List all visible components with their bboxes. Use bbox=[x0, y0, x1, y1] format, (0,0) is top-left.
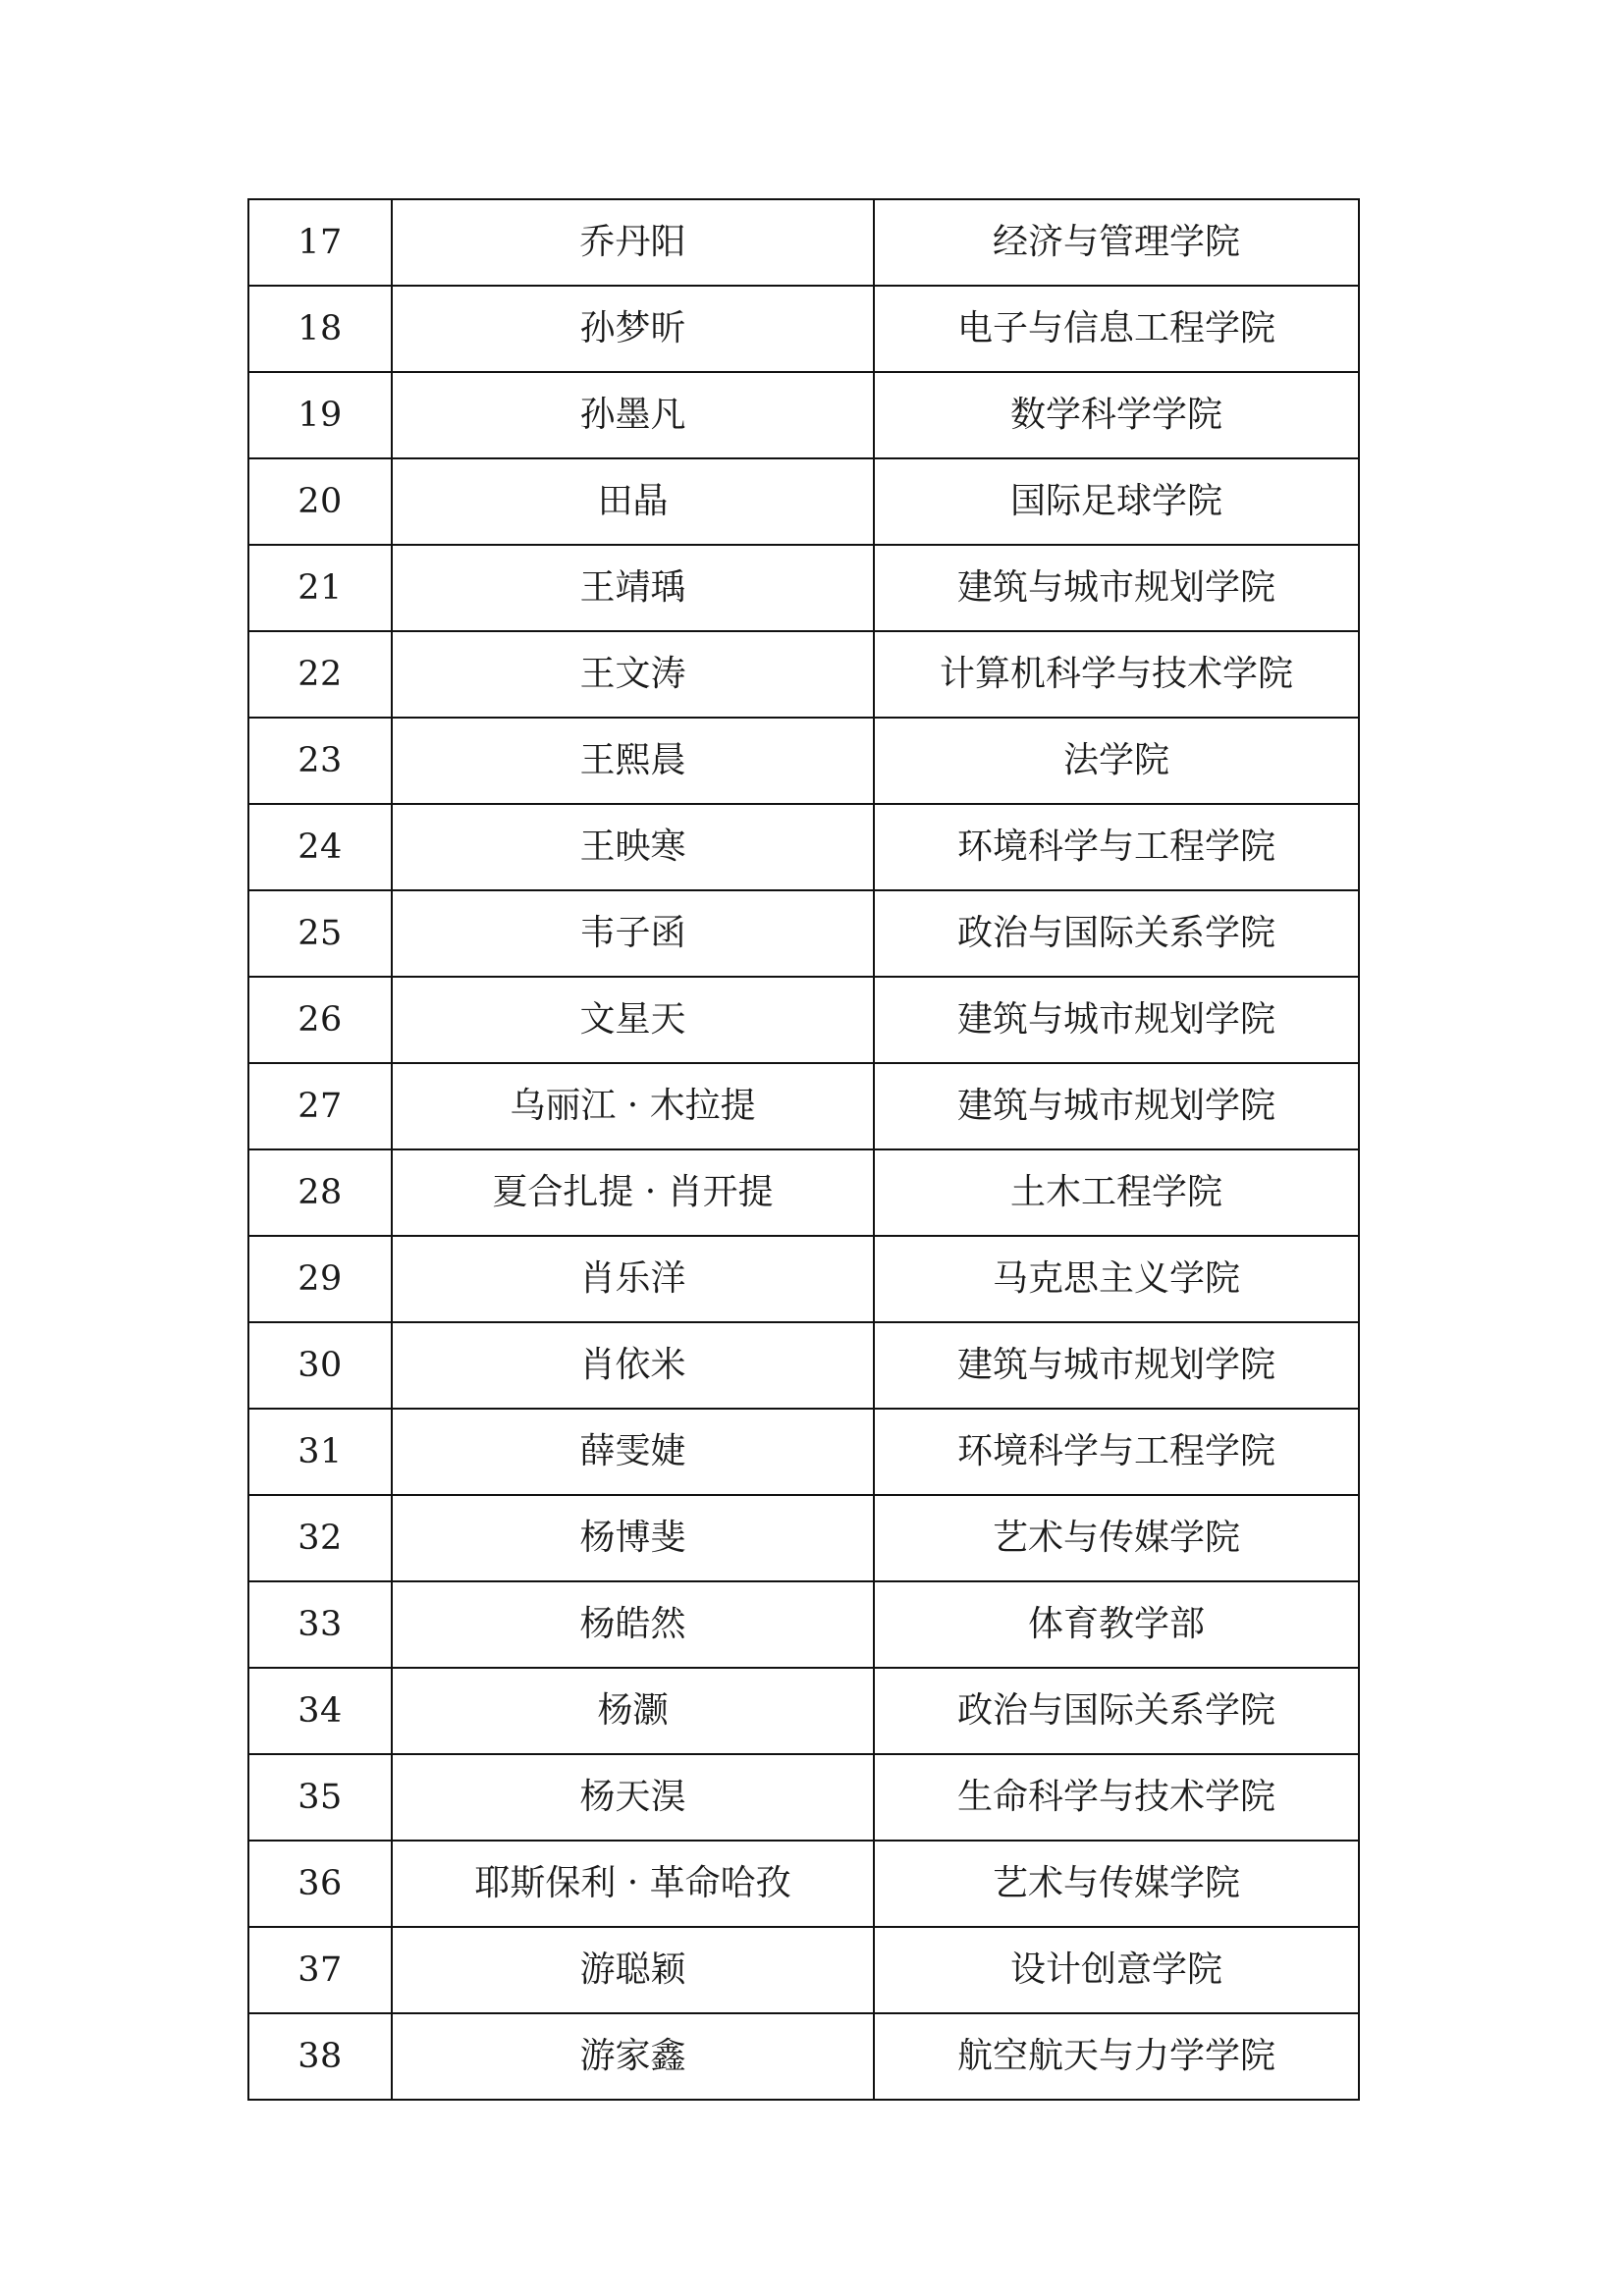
student-name-cell: 肖乐洋 bbox=[392, 1236, 874, 1322]
table-row bbox=[248, 1322, 1359, 1409]
college-cell: 电子与信息工程学院 bbox=[874, 286, 1359, 372]
row-number-cell: 29 bbox=[248, 1236, 392, 1322]
table-row bbox=[248, 1149, 1359, 1236]
table-row bbox=[248, 458, 1359, 545]
student-name-cell: 文星天 bbox=[392, 977, 874, 1063]
row-number-cell: 33 bbox=[248, 1581, 392, 1668]
college-cell: 艺术与传媒学院 bbox=[874, 1495, 1359, 1581]
row-number-cell: 37 bbox=[248, 1927, 392, 2013]
row-number-cell: 17 bbox=[248, 199, 392, 286]
row-number-cell: 21 bbox=[248, 545, 392, 631]
row-number-cell: 38 bbox=[248, 2013, 392, 2100]
row-number-cell: 26 bbox=[248, 977, 392, 1063]
table-row bbox=[248, 631, 1359, 718]
row-number-cell: 24 bbox=[248, 804, 392, 890]
college-cell: 马克思主义学院 bbox=[874, 1236, 1359, 1322]
row-number-cell: 32 bbox=[248, 1495, 392, 1581]
table-row bbox=[248, 890, 1359, 977]
college-cell: 建筑与城市规划学院 bbox=[874, 1063, 1359, 1149]
row-number-cell: 25 bbox=[248, 890, 392, 977]
student-name-cell: 乔丹阳 bbox=[392, 199, 874, 286]
college-cell: 建筑与城市规划学院 bbox=[874, 977, 1359, 1063]
row-number-cell: 31 bbox=[248, 1409, 392, 1495]
row-number-cell: 30 bbox=[248, 1322, 392, 1409]
student-name-cell: 游聪颖 bbox=[392, 1927, 874, 2013]
college-cell: 经济与管理学院 bbox=[874, 199, 1359, 286]
roster-table-body bbox=[248, 199, 1359, 2100]
college-cell: 环境科学与工程学院 bbox=[874, 1409, 1359, 1495]
college-cell: 环境科学与工程学院 bbox=[874, 804, 1359, 890]
roster-table bbox=[247, 198, 1360, 2101]
table-row bbox=[248, 2013, 1359, 2100]
student-name-cell: 王靖瑀 bbox=[392, 545, 874, 631]
student-name-cell: 杨灏 bbox=[392, 1668, 874, 1754]
student-name-cell: 韦子函 bbox=[392, 890, 874, 977]
student-name-cell: 杨皓然 bbox=[392, 1581, 874, 1668]
table-row bbox=[248, 1927, 1359, 2013]
row-number-cell: 27 bbox=[248, 1063, 392, 1149]
student-name-cell: 耶斯保利 · 革命哈孜 bbox=[392, 1841, 874, 1927]
row-number-cell: 36 bbox=[248, 1841, 392, 1927]
row-number-cell: 35 bbox=[248, 1754, 392, 1841]
college-cell: 政治与国际关系学院 bbox=[874, 1668, 1359, 1754]
college-cell: 土木工程学院 bbox=[874, 1149, 1359, 1236]
table-row bbox=[248, 804, 1359, 890]
table-row bbox=[248, 372, 1359, 458]
college-cell: 艺术与传媒学院 bbox=[874, 1841, 1359, 1927]
row-number-cell: 22 bbox=[248, 631, 392, 718]
row-number-cell: 23 bbox=[248, 718, 392, 804]
table-row bbox=[248, 1668, 1359, 1754]
student-name-cell: 王文涛 bbox=[392, 631, 874, 718]
table-row bbox=[248, 286, 1359, 372]
table-row bbox=[248, 718, 1359, 804]
student-name-cell: 肖依米 bbox=[392, 1322, 874, 1409]
table-row bbox=[248, 1409, 1359, 1495]
college-cell: 航空航天与力学学院 bbox=[874, 2013, 1359, 2100]
college-cell: 设计创意学院 bbox=[874, 1927, 1359, 2013]
student-name-cell: 王映寒 bbox=[392, 804, 874, 890]
student-name-cell: 王熙晨 bbox=[392, 718, 874, 804]
table-row bbox=[248, 1841, 1359, 1927]
table-row bbox=[248, 545, 1359, 631]
student-name-cell: 夏合扎提 · 肖开提 bbox=[392, 1149, 874, 1236]
student-name-cell: 田晶 bbox=[392, 458, 874, 545]
college-cell: 计算机科学与技术学院 bbox=[874, 631, 1359, 718]
table-row bbox=[248, 199, 1359, 286]
row-number-cell: 28 bbox=[248, 1149, 392, 1236]
row-number-cell: 20 bbox=[248, 458, 392, 545]
row-number-cell: 34 bbox=[248, 1668, 392, 1754]
student-name-cell: 杨博斐 bbox=[392, 1495, 874, 1581]
college-cell: 体育教学部 bbox=[874, 1581, 1359, 1668]
student-name-cell: 乌丽江 · 木拉提 bbox=[392, 1063, 874, 1149]
college-cell: 政治与国际关系学院 bbox=[874, 890, 1359, 977]
student-name-cell: 薛雯婕 bbox=[392, 1409, 874, 1495]
table-row bbox=[248, 977, 1359, 1063]
table-row bbox=[248, 1754, 1359, 1841]
college-cell: 国际足球学院 bbox=[874, 458, 1359, 545]
table-row bbox=[248, 1063, 1359, 1149]
college-cell: 生命科学与技术学院 bbox=[874, 1754, 1359, 1841]
student-name-cell: 孙墨凡 bbox=[392, 372, 874, 458]
college-cell: 数学科学学院 bbox=[874, 372, 1359, 458]
college-cell: 法学院 bbox=[874, 718, 1359, 804]
college-cell: 建筑与城市规划学院 bbox=[874, 1322, 1359, 1409]
student-name-cell: 游家鑫 bbox=[392, 2013, 874, 2100]
table-row bbox=[248, 1581, 1359, 1668]
table-row bbox=[248, 1495, 1359, 1581]
table-row bbox=[248, 1236, 1359, 1322]
student-name-cell: 杨天淏 bbox=[392, 1754, 874, 1841]
row-number-cell: 18 bbox=[248, 286, 392, 372]
row-number-cell: 19 bbox=[248, 372, 392, 458]
student-name-cell: 孙梦昕 bbox=[392, 286, 874, 372]
college-cell: 建筑与城市规划学院 bbox=[874, 545, 1359, 631]
